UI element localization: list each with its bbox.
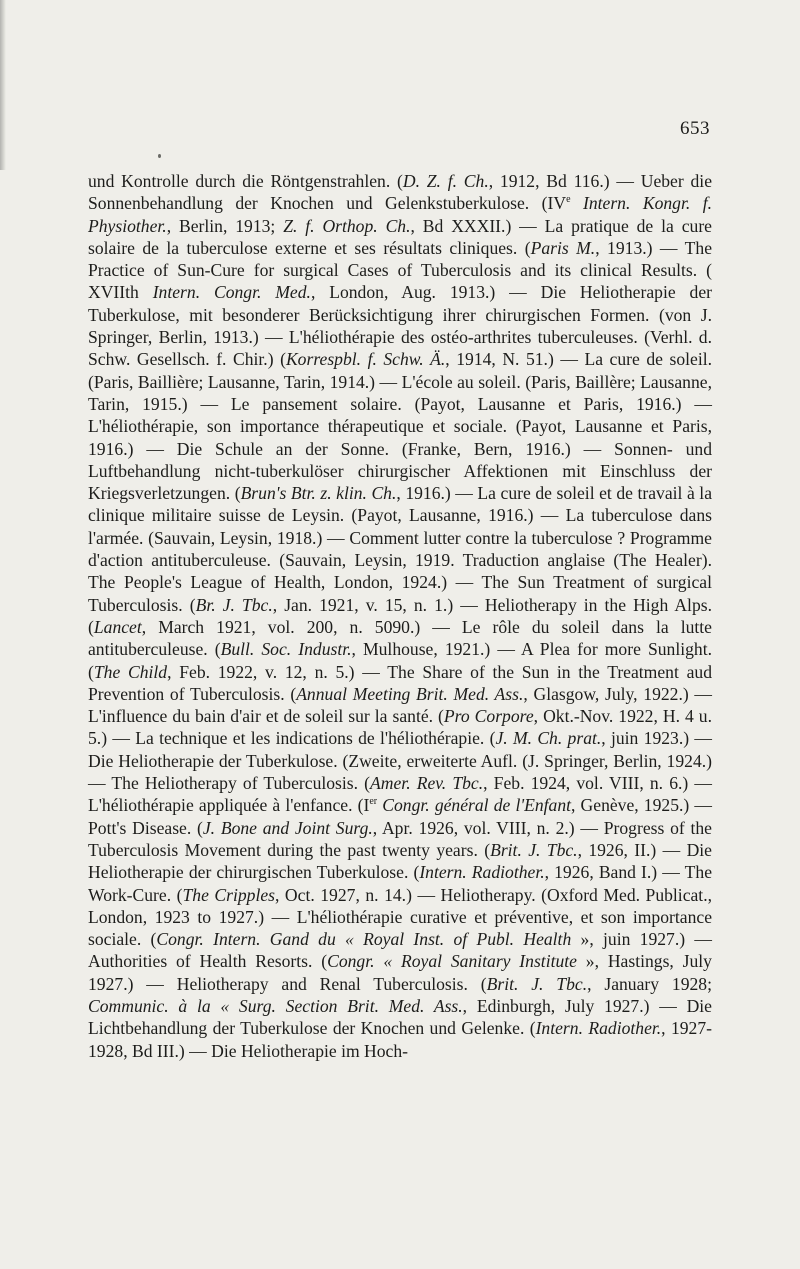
text-run: », juin 1927.) — Authorities of Health Resorts. ( — [88, 929, 712, 972]
text-run: , January 1928; — [587, 973, 712, 994]
text-run: , Glasgow, July, 1922.) — L'influence du bain d'air et de soleil sur la santé. ( — [88, 683, 713, 727]
journal-title: J. Bone and Joint Surg. — [202, 817, 373, 838]
text-run: , 1926, II.) — Die Heliotherapie der chirurgischen Tuberkulose. ( — [88, 839, 712, 883]
journal-title: The Child — [93, 661, 168, 682]
print-speck — [158, 154, 161, 158]
journal-title: J. M. Ch. prat. — [495, 728, 602, 749]
text-run: , 1927-1928, Bd III.) — Die Heliotherapie im Hoch- — [88, 1018, 712, 1061]
journal-title: Korrespbl. f. Schw. Ä. — [285, 349, 446, 370]
journal-title: Intern. Congr. Med. — [152, 282, 311, 303]
text-run: , Feb. 1924, vol. VIII, n. 6.) — L'héliothérapie appliquée à l'enfance. (I — [88, 773, 712, 816]
journal-title: Br. J. Tbc. — [195, 594, 273, 615]
journal-title: Lancet — [93, 616, 142, 637]
journal-title: Congr. général de l'Enfant — [377, 795, 572, 816]
text-run: , March 1921, vol. 200, n. 5090.) — Le rôle du soleil dans la lutte antituberculeuse. ( — [88, 616, 712, 660]
text-run: , 1913.) — The Practice of Sun-Cure for surgical Cases of Tuberculosis and its clinical Results. ( XVIIth — [88, 237, 712, 303]
text-run: , juin 1923.) — Die Heliotherapie der Tuberkulose. (Zweite, erweiterte Aufl. (J. Springer, Berlin, 1924.) — The Heliotherapy of Tuberculosis. ( — [88, 728, 712, 794]
page-number: 653 — [680, 118, 710, 139]
journal-title: Brun's Btr. z. klin. Ch. — [240, 483, 397, 504]
journal-title: Z. f. Orthop. Ch. — [283, 215, 411, 236]
text-run: , Edinburgh, July 1927.) — Die Lichtbehandlung der Tuberkulose der Knochen und Gelenke. ( — [88, 995, 712, 1039]
superscript: er — [369, 796, 378, 808]
text-run: , 1914, N. 51.) — La cure de soleil. (Paris, Baillière; Lausanne, Tarin, 1914.) — L'école au soleil. (Paris, Baillère; Lausanne, Tarin, 1915.) — Le pansement solaire. (Payot, Lausanne et Paris, 1916.) — L'héliothérapie, son importance thérapeutique et sociale. (Payot, Lausanne et Paris, 1916.) — Die Schule an der Sonne. (Franke, Bern, 1916.) — Sonnen- und Luftbehandlung nicht-tuberkulöser chirurgischer Affektionen mit Einschluss der Kriegsverletzungen. ( — [88, 349, 712, 504]
journal-title: D. Z. f. Ch. — [402, 171, 489, 191]
page-edge-shadow — [0, 0, 6, 170]
journal-title: Bull. Soc. Industr. — [220, 639, 352, 660]
journal-title: Communic. à la « Surg. Section Brit. Med. Ass. — [88, 995, 463, 1016]
text-run: , 1926, Band I.) — The Work-Cure. ( — [88, 862, 712, 905]
text-run: , Mulhouse, 1921.) — A Plea for more Sunlight. ( — [88, 639, 712, 682]
text-run: , Oct. 1927, n. 14.) — Heliotherapy. (Oxford Med. Publicat., London, 1923 to 1927.) — L'héliothérapie curative et préventive, et son importance sociale. ( — [88, 884, 712, 950]
journal-title: Amer. Rev. Tbc. — [370, 773, 484, 794]
journal-title: Intern. Radiother. — [535, 1018, 662, 1039]
journal-title: Brit. J. Tbc. — [486, 973, 588, 994]
text-run: , London, Aug. 1913.) — Die Heliotherapie der Tuberkulose, mit besonderer Berücksichtigung ihrer chirurgischen Formen. (von J. Springer, Berlin, 1913.) — L'héliothérapie des ostéo-arthrites tuberculeuses. (Verhl. d. Schw. Gesellsch. f. Chir.) ( — [88, 282, 712, 370]
bibliography-paragraph — [88, 170, 712, 1062]
journal-title: Paris M. — [530, 237, 596, 258]
text-run: und Kontrolle durch die Röntgenstrahlen. ( — [88, 171, 403, 191]
text-run: », Hastings, July 1927.) — Heliotherapy and Renal Tuberculosis. ( — [88, 951, 712, 994]
text-run: , 1916.) — La cure de soleil et de travail à la clinique militaire suisse de Leysin. (Payot, Lausanne, 1916.) — La tuberculose dans l'armée. (Sauvain, Leysin, 1918.) — Comment lutter contre la tuberculose ? Programme d'action antituberculeuse. (Sauvain, Leysin, 1919. Traduction anglaise (The Healer). The People's League of Health, London, 1924.) — The Sun Treatment of surgical Tuberculosis. ( — [88, 483, 713, 615]
text-run: , 1912, Bd 116.) — Ueber die Sonnenbehandlung der Knochen und Gelenkstuberkulose. (IV — [88, 171, 712, 214]
text-run: , Feb. 1922, v. 12, n. 5.) — The Share of the Sun in the Treatment aud Prevention of Tuberculosis. ( — [88, 661, 712, 704]
journal-title: Brit. J. Tbc. — [490, 839, 578, 860]
journal-title: Annual Meeting Brit. Med. Ass. — [296, 683, 524, 704]
text-run: , Genève, 1925.) — Pott's Disease. ( — [88, 795, 712, 838]
text-run: , Bd XXXII.) — La pratique de la cure solaire de la tuberculose externe et ses résultats cliniques. ( — [88, 215, 712, 258]
journal-title: The Cripples — [182, 884, 276, 905]
text-run: , Berlin, 1913; — [166, 215, 284, 236]
journal-title: Intern. Kongr. f. Physiother. — [88, 193, 712, 236]
text-run: , Apr. 1926, vol. VIII, n. 2.) — Progress of the Tuberculosis Movement during the past twenty years. ( — [88, 817, 712, 860]
superscript: e — [566, 194, 571, 206]
text-run: , Okt.-Nov. 1922, H. 4 u. 5.) — La technique et les indications de l'héliothérapie. ( — [88, 706, 712, 749]
text-run: , Jan. 1921, v. 15, n. 1.) — Heliotherapy in the High Alps. ( — [88, 594, 712, 637]
journal-title: Intern. Radiother. — [419, 862, 545, 883]
journal-title: Congr. « Royal Sanitary Institute — [327, 951, 577, 972]
journal-title: Pro Corpore — [443, 706, 534, 727]
journal-title: Congr. Intern. Gand du « Royal Inst. of Publ. Health — [156, 929, 572, 950]
